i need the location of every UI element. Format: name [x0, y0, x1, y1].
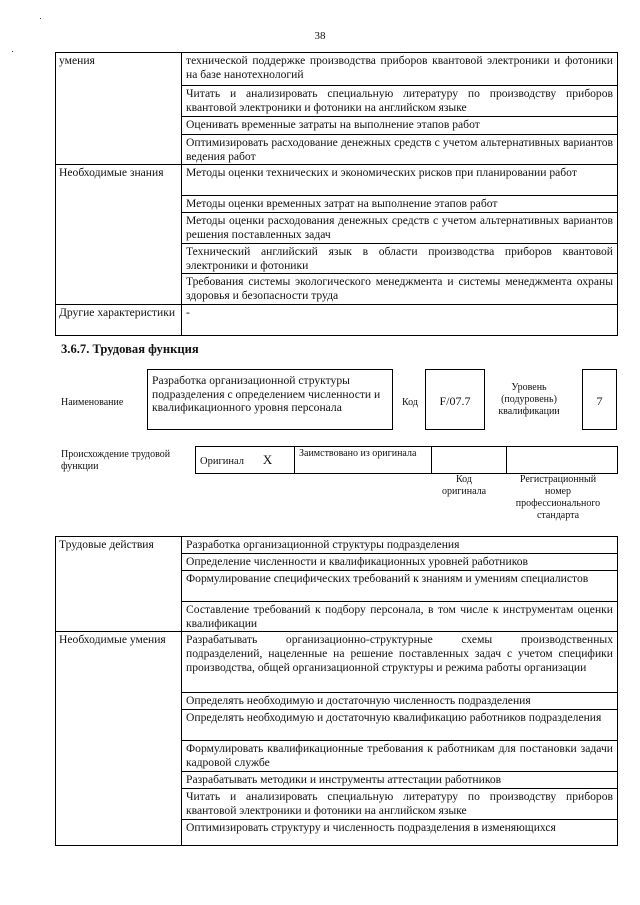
registration-number-cell: [507, 447, 618, 474]
row-label-skills: умения: [56, 53, 182, 165]
scan-speck: [40, 18, 41, 19]
origin-label: Происхождение трудовой функции: [61, 449, 171, 472]
scan-speck: [12, 51, 13, 52]
original-cell: [196, 447, 295, 474]
knowledge-item: Методы оценки временных затрат на выполнение этапов работ: [182, 196, 618, 213]
origin-table: [195, 446, 618, 474]
skill-item: Разрабатывать методики и инструменты аттестации работников: [182, 772, 618, 789]
level-label: Уровень (подуровень) квалификации: [498, 382, 560, 417]
borrowed-label: Заимствовано из оригинала: [295, 447, 432, 474]
function-name-box: [147, 369, 393, 430]
page-number: 38: [314, 30, 326, 42]
section-heading: 3.6.7. Трудовая функция: [61, 342, 199, 356]
row-label-other: Другие характеристики: [56, 305, 182, 336]
code-label: Код: [402, 397, 418, 408]
skill-item: Оптимизировать структуру и численность подразделения в изменяющихся: [182, 820, 618, 846]
skill-item: Читать и анализировать специальную литературу по производству приборов квантовой электроники и фотоники на английском языке: [182, 789, 618, 820]
skill-item: Оптимизировать расходование денежных средств с учетом альтернативных вариантов ведения работ: [182, 135, 618, 165]
action-item: Составление требований к подбору персонала, в том числе к инструментам оценки квалификации: [182, 602, 618, 632]
row-label-actions: Трудовые действия: [56, 537, 182, 632]
continued-requirements-table: [55, 52, 618, 336]
knowledge-item: Требования системы экологического менеджмента и системы менеджмента охраны здоровья и безопасности труда: [182, 274, 618, 305]
row-label-skills-2: Необходимые умения: [56, 632, 182, 846]
action-item: Разработка организационной структуры подразделения: [182, 537, 618, 554]
level-box: [582, 369, 617, 430]
registration-caption: Регистрационный номер профессионального стандарта: [515, 474, 601, 521]
skill-item: Формулировать квалификационные требования к работникам для постановки задачи кадровой службе: [182, 741, 618, 772]
code-value: F/07.7: [439, 394, 471, 408]
level-value: 7: [596, 394, 603, 408]
knowledge-item: Методы оценки расходования денежных средств с учетом альтернативных вариантов решения поставленных задач: [182, 213, 618, 244]
skill-item: технической поддержке производства приборов квантовой электроники и фотоники на базе нанотехнологий: [182, 53, 618, 86]
other-item: -: [182, 305, 618, 336]
action-item: Формулирование специфических требований к знаниям и умениям специалистов: [182, 571, 618, 602]
action-item: Определение численности и квалификационных уровней работников: [182, 554, 618, 571]
row-label-knowledge: Необходимые знания: [56, 165, 182, 305]
function-name: Разработка организационной структуры подразделения с определением численности и квалификационного уровня персонала: [152, 374, 381, 414]
code-caption: Код оригинала: [441, 474, 487, 497]
knowledge-item: Технический английский язык в области производства приборов квантовой электроники и фотоники: [182, 244, 618, 274]
original-mark: X: [262, 452, 273, 467]
original-code-cell: [432, 447, 507, 474]
skill-item: Определять необходимую и достаточную численность подразделения: [182, 693, 618, 710]
name-label: Наименование: [61, 397, 124, 408]
knowledge-item: Методы оценки технических и экономических рисков при планировании работ: [182, 165, 618, 196]
labor-function-table: [55, 536, 618, 846]
original-label: Оригинал: [200, 456, 244, 467]
skill-item: Определять необходимую и достаточную квалификацию работников подразделения: [182, 710, 618, 741]
skill-item: Разрабатывать организационно-структурные схемы производственных подразделений, нацеленные на решение поставленных задач с учетом специфики производства, общей организационной структуры и режима работы организации: [182, 632, 618, 693]
code-box: [425, 369, 485, 430]
skill-item: Оценивать временные затраты на выполнение этапов работ: [182, 117, 618, 135]
skill-item: Читать и анализировать специальную литературу по производству приборов квантовой электроники и фотоники на английском языке: [182, 86, 618, 117]
